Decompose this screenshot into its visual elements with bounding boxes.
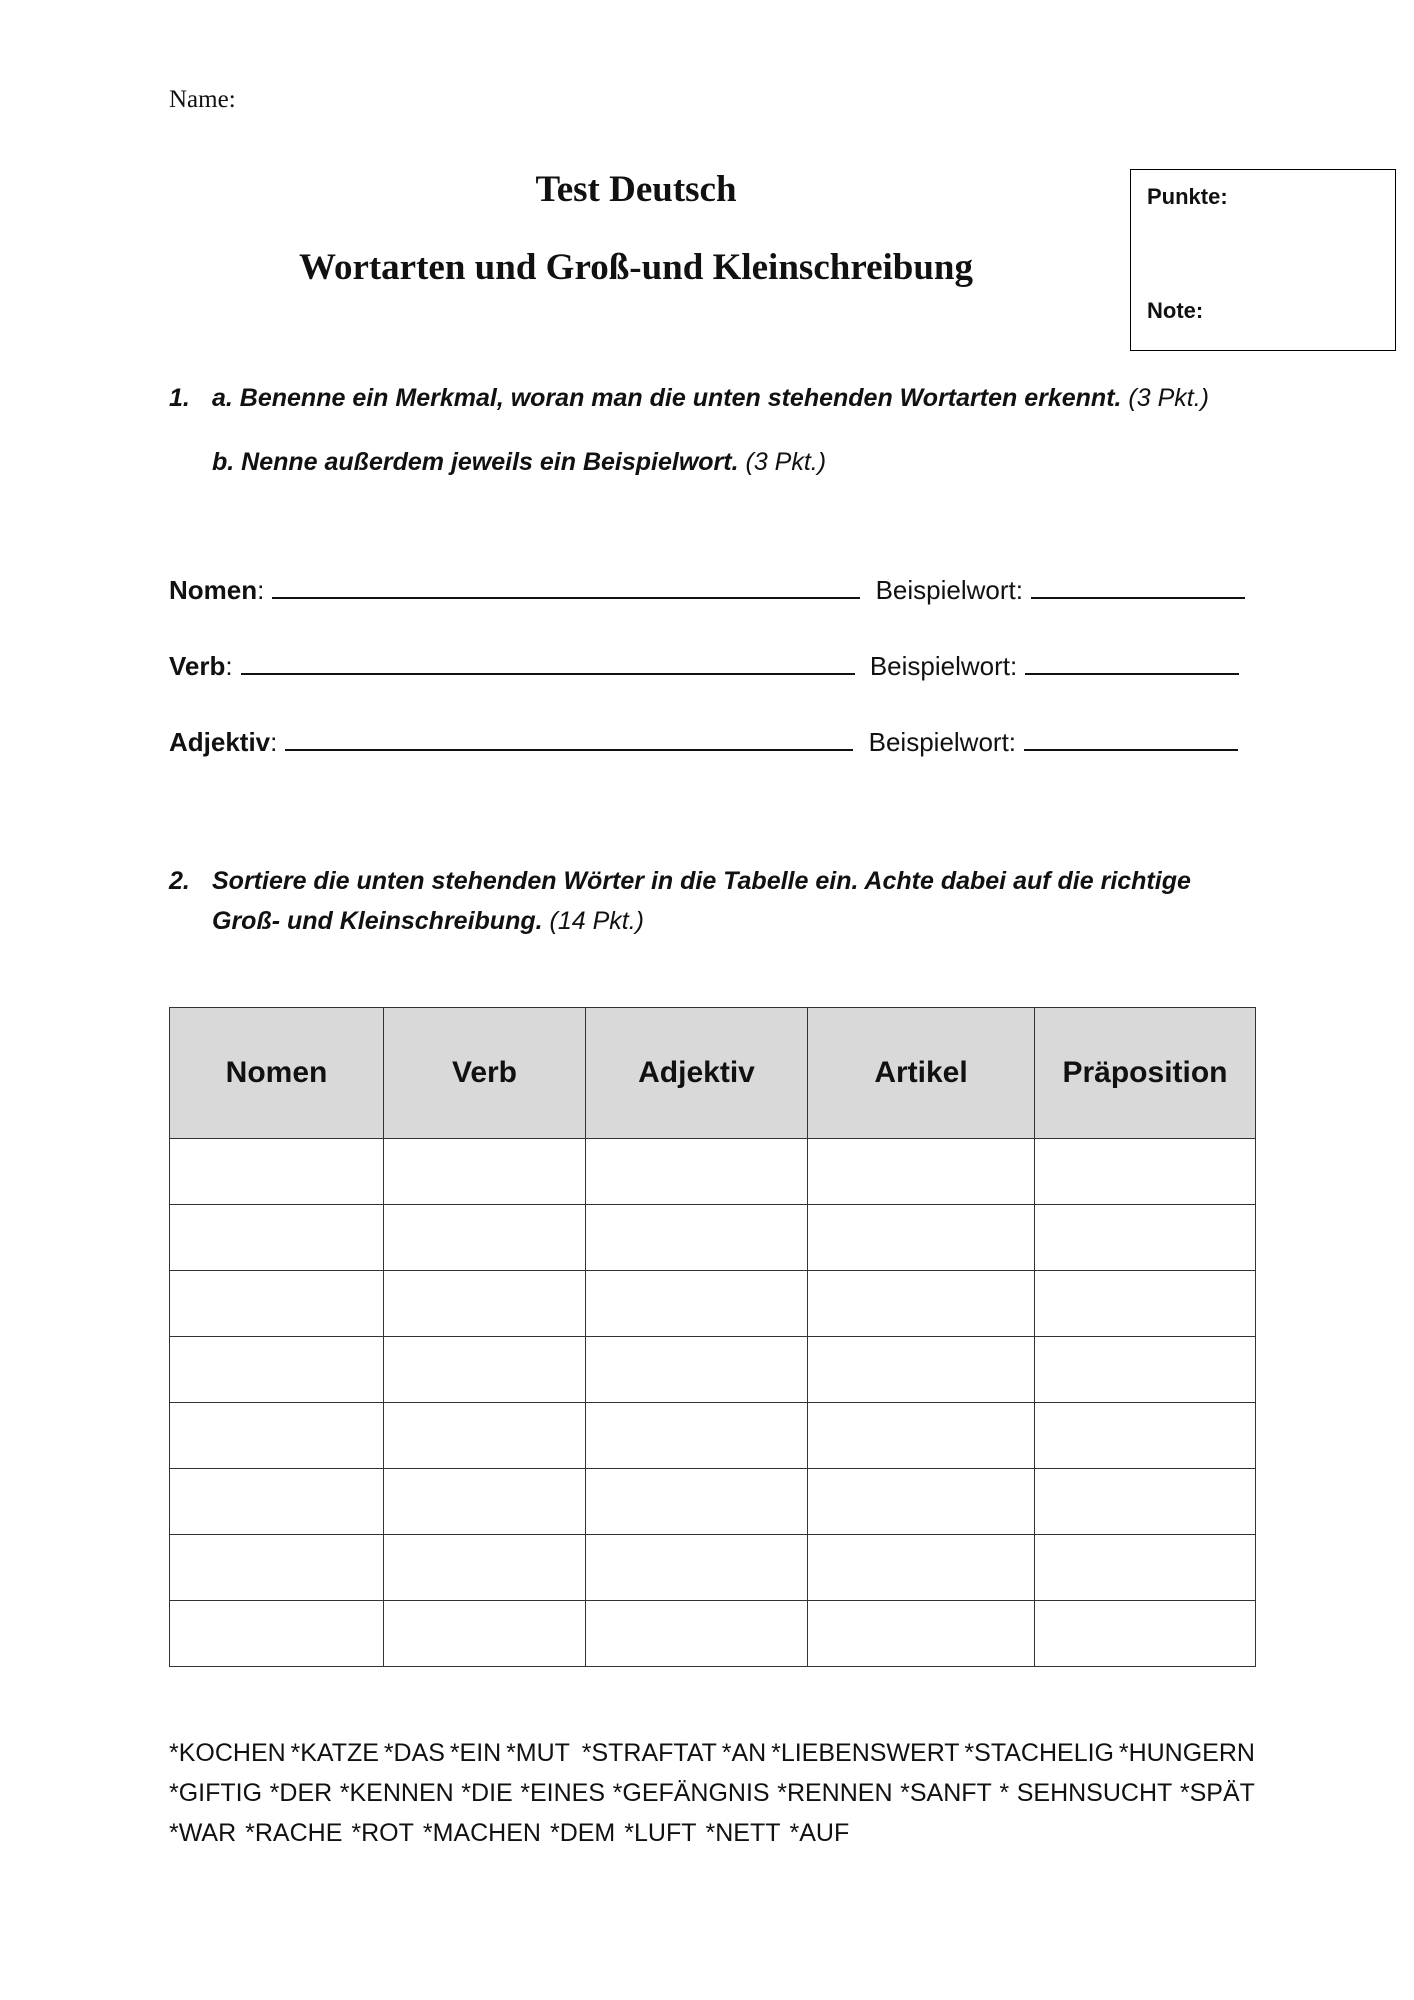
answer-cell[interactable] [384, 1271, 586, 1337]
column-header-praeposition: Präposition [1035, 1008, 1256, 1139]
answer-cell[interactable] [586, 1403, 808, 1469]
answer-cell[interactable] [170, 1271, 384, 1337]
word-bank-item: *GEFÄNGNIS [612, 1779, 770, 1807]
answer-cell[interactable] [808, 1535, 1035, 1601]
example-blank[interactable] [1024, 725, 1238, 751]
word-bank-item: *STACHELIG [964, 1739, 1114, 1767]
answer-cell[interactable] [170, 1139, 384, 1205]
task2-number: 2. [169, 867, 190, 895]
answer-cell[interactable] [808, 1139, 1035, 1205]
term-label: Verb [169, 651, 226, 681]
word-bank-item: *GIFTIG [169, 1779, 263, 1807]
answer-cell[interactable] [384, 1535, 586, 1601]
answer-cell[interactable] [384, 1601, 586, 1667]
answer-cell[interactable] [586, 1535, 808, 1601]
task1-number: 1. [169, 384, 190, 412]
answer-cell[interactable] [1035, 1535, 1256, 1601]
term-label: Nomen [169, 575, 258, 605]
example-label: Beispielwort: [868, 727, 1017, 757]
table-row [170, 1205, 1256, 1271]
example-blank[interactable] [1031, 573, 1245, 599]
answer-cell[interactable] [170, 1601, 384, 1667]
term-label: Adjektiv [169, 727, 271, 757]
word-bank-item: *MUT [506, 1739, 570, 1767]
answer-cell[interactable] [384, 1205, 586, 1271]
answer-cell[interactable] [170, 1535, 384, 1601]
word-bank-item: *LUFT [624, 1819, 697, 1847]
answer-cell[interactable] [586, 1601, 808, 1667]
word-bank-item: *KENNEN [339, 1779, 454, 1807]
grade-label: Note: [1147, 298, 1204, 323]
answer-cell[interactable] [1035, 1205, 1256, 1271]
answer-cell[interactable] [384, 1337, 586, 1403]
word-bank-line [169, 1813, 1255, 1853]
answer-cell[interactable] [1035, 1601, 1256, 1667]
example-label: Beispielwort: [869, 651, 1018, 681]
task2-line2 [212, 907, 644, 936]
example-blank[interactable] [1025, 649, 1239, 675]
answer-cell[interactable] [170, 1469, 384, 1535]
word-bank-item: *KATZE [290, 1739, 379, 1767]
word-bank-item: *EINES [520, 1779, 606, 1807]
task2-text-line1: Sortiere die unten stehenden Wörter in die Tabelle ein. Achte dabei auf die richtige [212, 867, 1191, 895]
page-subtitle: Wortarten und Groß-und Kleinschreibung [298, 247, 974, 288]
word-bank-item: *MACHEN [422, 1819, 541, 1847]
task1-a-text: a. Benenne ein Merkmal, woran man die unten stehenden Wortarten erkennt. [212, 384, 1122, 412]
answer-cell[interactable] [808, 1337, 1035, 1403]
answer-cell[interactable] [384, 1403, 586, 1469]
table-row [170, 1601, 1256, 1667]
fill-row-verb: Verb: Beispielwort: [169, 649, 1239, 682]
word-bank-item: *SANFT [900, 1779, 992, 1807]
answer-cell[interactable] [170, 1205, 384, 1271]
example-label: Beispielwort: [875, 575, 1023, 605]
word-bank-item: *DAS [383, 1739, 445, 1767]
word-bank [169, 1733, 1255, 1853]
word-bank-item: *ROT [351, 1819, 414, 1847]
answer-cell[interactable] [586, 1271, 808, 1337]
word-bank-item: *AUF [789, 1819, 850, 1847]
word-bank-line [169, 1733, 1255, 1773]
answer-blank[interactable] [272, 573, 860, 599]
word-bank-item: *KOCHEN [169, 1739, 286, 1767]
answer-cell[interactable] [170, 1337, 384, 1403]
answer-cell[interactable] [586, 1205, 808, 1271]
name-label: Name: [169, 86, 236, 113]
answer-cell[interactable] [586, 1337, 808, 1403]
word-bank-item: *NETT [705, 1819, 781, 1847]
task1-b-points: (3 Pkt.) [745, 448, 827, 476]
column-header-adjektiv: Adjektiv [586, 1008, 808, 1139]
table-row [170, 1337, 1256, 1403]
word-bank-item: *DIE [461, 1779, 513, 1807]
answer-cell[interactable] [586, 1469, 808, 1535]
fill-row-adjektiv: Adjektiv: Beispielwort: [169, 725, 1238, 758]
task2-text-line2: Groß- und Kleinschreibung. [212, 907, 543, 935]
task1-a [212, 384, 1209, 413]
table-header-row [170, 1008, 1256, 1139]
answer-cell[interactable] [808, 1271, 1035, 1337]
word-bank-item: *RENNEN [777, 1779, 893, 1807]
table-row [170, 1469, 1256, 1535]
task1-b-text: b. Nenne außerdem jeweils ein Beispielwort. [212, 448, 739, 476]
task1-a-points: (3 Pkt.) [1128, 384, 1209, 412]
page-title: Test Deutsch [535, 169, 737, 210]
word-bank-item: *EIN [449, 1739, 502, 1767]
word-bank-item: *DER [269, 1779, 333, 1807]
fill-row-nomen: Nomen: Beispielwort: [169, 573, 1245, 606]
answer-cell[interactable] [1035, 1139, 1256, 1205]
answer-cell[interactable] [808, 1205, 1035, 1271]
column-header-nomen: Nomen [170, 1008, 384, 1139]
word-bank-item: *SPÄT [1179, 1779, 1255, 1807]
answer-cell[interactable] [586, 1139, 808, 1205]
word-bank-item: *HUNGERN [1118, 1739, 1255, 1767]
answer-cell[interactable] [1035, 1469, 1256, 1535]
answer-cell[interactable] [384, 1469, 586, 1535]
word-bank-line [169, 1773, 1255, 1813]
word-bank-item: *AN [721, 1739, 767, 1767]
column-header-verb: Verb [384, 1008, 586, 1139]
word-bank-item: *WAR [169, 1819, 237, 1847]
table-row [170, 1271, 1256, 1337]
answer-cell[interactable] [1035, 1271, 1256, 1337]
answer-cell[interactable] [1035, 1337, 1256, 1403]
sort-table [169, 1007, 1256, 1667]
answer-blank[interactable] [285, 725, 853, 751]
table-row [170, 1403, 1256, 1469]
answer-cell[interactable] [384, 1139, 586, 1205]
answer-cell[interactable] [1035, 1403, 1256, 1469]
word-bank-item: *DEM [549, 1819, 616, 1847]
task1-b [212, 448, 826, 477]
points-label: Punkte: [1147, 184, 1228, 209]
task2-line1 [212, 867, 1191, 896]
word-bank-item: *RACHE [245, 1819, 343, 1847]
answer-cell[interactable] [170, 1403, 384, 1469]
task2-points: (14 Pkt.) [549, 907, 644, 935]
table-row [170, 1535, 1256, 1601]
column-header-artikel: Artikel [808, 1008, 1035, 1139]
answer-cell[interactable] [808, 1469, 1035, 1535]
word-bank-item: *STRAFTAT [574, 1739, 717, 1767]
word-bank-item: * [999, 1779, 1010, 1807]
word-bank-item: *LIEBENSWERT [771, 1739, 960, 1767]
answer-cell[interactable] [808, 1601, 1035, 1667]
score-box [1130, 169, 1396, 351]
table-row [170, 1139, 1256, 1205]
answer-blank[interactable] [241, 649, 855, 675]
answer-cell[interactable] [808, 1403, 1035, 1469]
word-bank-item: SEHNSUCHT [1016, 1779, 1173, 1807]
